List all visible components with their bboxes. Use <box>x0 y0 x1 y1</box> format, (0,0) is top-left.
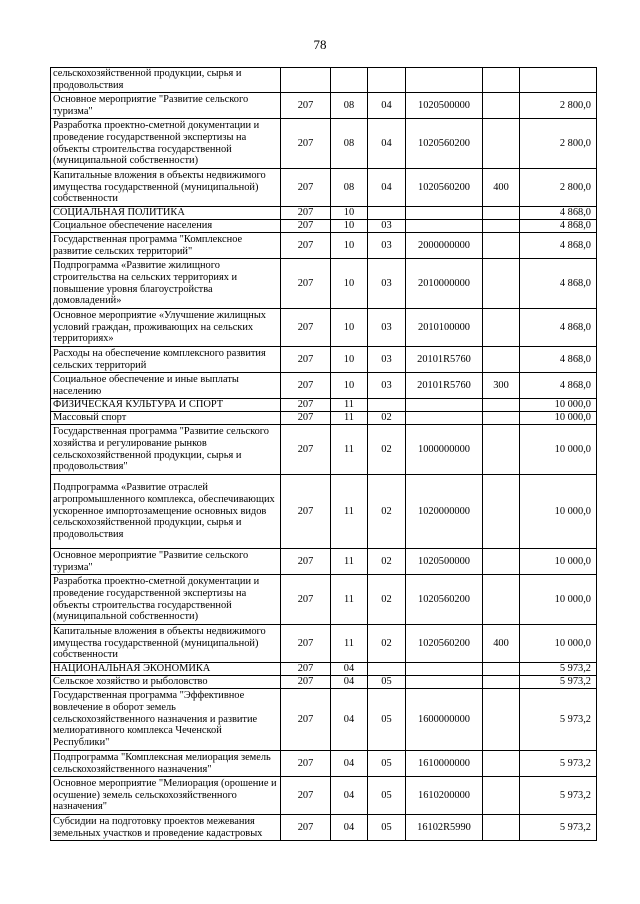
row-name: Государственная программа "Развитие сельского хозяйства и регулирование рынков сельскохозяйственной продукции, сырья и продовольствия" <box>51 425 281 475</box>
row-section <box>331 68 368 93</box>
row-type <box>483 412 520 425</box>
row-type: 400 <box>483 169 520 207</box>
table-row <box>51 663 597 676</box>
row-code: 207 <box>281 347 331 373</box>
row-name: Разработка проектно-сметной документации и проведение государственной экспертизы на объекты строительства государственной (муниципальной собственности) <box>51 119 281 169</box>
row-code: 207 <box>281 93 331 119</box>
row-code: 207 <box>281 625 331 663</box>
row-subsection: 03 <box>368 309 406 347</box>
row-code: 207 <box>281 169 331 207</box>
row-name: Капитальные вложения в объекты недвижимого имущества государственной (муниципальной) собственности <box>51 169 281 207</box>
row-type: 400 <box>483 625 520 663</box>
row-section: 11 <box>331 625 368 663</box>
table-row <box>51 777 597 815</box>
row-name: Подпрограмма «Развитие отраслей агропромышленного комплекса, обеспечивающих ускоренное импортозамещение основных видов сельскохозяйственной продукции, сырья и продовольствия <box>51 475 281 549</box>
budget-table-body <box>51 68 597 841</box>
row-type <box>483 347 520 373</box>
row-code: 207 <box>281 309 331 347</box>
table-row <box>51 207 597 220</box>
row-section: 11 <box>331 425 368 475</box>
row-subsection <box>368 207 406 220</box>
row-target: 1610200000 <box>406 777 483 815</box>
row-section: 04 <box>331 751 368 777</box>
row-section: 10 <box>331 347 368 373</box>
table-row <box>51 119 597 169</box>
row-amount: 5 973,2 <box>520 751 597 777</box>
row-type <box>483 220 520 233</box>
row-name: НАЦИОНАЛЬНАЯ ЭКОНОМИКА <box>51 663 281 676</box>
row-target: 2000000000 <box>406 233 483 259</box>
row-type <box>483 815 520 841</box>
row-type <box>483 259 520 309</box>
row-section: 10 <box>331 309 368 347</box>
row-code: 207 <box>281 412 331 425</box>
row-target: 1020560200 <box>406 119 483 169</box>
row-subsection: 02 <box>368 412 406 425</box>
row-subsection: 03 <box>368 347 406 373</box>
row-type <box>483 309 520 347</box>
row-subsection: 05 <box>368 676 406 689</box>
table-row <box>51 233 597 259</box>
row-type <box>483 689 520 751</box>
table-row <box>51 575 597 625</box>
row-amount: 4 868,0 <box>520 259 597 309</box>
row-amount: 4 868,0 <box>520 373 597 399</box>
row-type <box>483 425 520 475</box>
row-amount: 10 000,0 <box>520 575 597 625</box>
row-name: Подпрограмма «Развитие жилищного строительства на сельских территориях и повышение уровня благоустройства домовладений» <box>51 259 281 309</box>
row-code: 207 <box>281 119 331 169</box>
table-row <box>51 169 597 207</box>
row-type <box>483 575 520 625</box>
row-target: 1000000000 <box>406 425 483 475</box>
row-amount: 4 868,0 <box>520 207 597 220</box>
row-amount: 5 973,2 <box>520 777 597 815</box>
row-target: 20101R5760 <box>406 373 483 399</box>
table-row <box>51 676 597 689</box>
budget-table <box>50 67 597 841</box>
row-type <box>483 207 520 220</box>
row-section: 11 <box>331 475 368 549</box>
row-amount: 4 868,0 <box>520 220 597 233</box>
row-subsection: 02 <box>368 475 406 549</box>
row-type <box>483 93 520 119</box>
row-target: 2010100000 <box>406 309 483 347</box>
row-amount: 10 000,0 <box>520 475 597 549</box>
row-amount: 4 868,0 <box>520 347 597 373</box>
row-name: Массовый спорт <box>51 412 281 425</box>
row-amount: 5 973,2 <box>520 676 597 689</box>
table-row <box>51 689 597 751</box>
row-section: 08 <box>331 169 368 207</box>
row-amount: 5 973,2 <box>520 689 597 751</box>
row-subsection: 03 <box>368 259 406 309</box>
row-type <box>483 549 520 575</box>
row-code: 207 <box>281 777 331 815</box>
table-row <box>51 425 597 475</box>
row-name: Основное мероприятие "Развитие сельского туризма" <box>51 93 281 119</box>
row-subsection: 04 <box>368 119 406 169</box>
row-name: Государственная программа "Эффективное вовлечение в оборот земель сельскохозяйственного назначения и развитие мелиоративного комплекса Чеченской Республики" <box>51 689 281 751</box>
row-section: 11 <box>331 549 368 575</box>
row-code: 207 <box>281 207 331 220</box>
row-target: 1020560200 <box>406 625 483 663</box>
row-code: 207 <box>281 549 331 575</box>
row-amount: 4 868,0 <box>520 309 597 347</box>
row-section: 04 <box>331 689 368 751</box>
row-target: 1020500000 <box>406 549 483 575</box>
row-subsection: 05 <box>368 777 406 815</box>
table-row <box>51 220 597 233</box>
row-section: 04 <box>331 815 368 841</box>
row-subsection: 04 <box>368 169 406 207</box>
row-amount: 10 000,0 <box>520 412 597 425</box>
row-type <box>483 68 520 93</box>
row-subsection: 04 <box>368 93 406 119</box>
row-name: Основное мероприятие "Развитие сельского туризма" <box>51 549 281 575</box>
table-row <box>51 309 597 347</box>
table-row <box>51 412 597 425</box>
row-amount: 2 800,0 <box>520 119 597 169</box>
row-target <box>406 412 483 425</box>
row-code: 207 <box>281 399 331 412</box>
row-code <box>281 68 331 93</box>
row-name: сельскохозяйственной продукции, сырья и продовольствия <box>51 68 281 93</box>
row-amount: 10 000,0 <box>520 399 597 412</box>
row-subsection: 02 <box>368 625 406 663</box>
row-name: Подпрограмма "Комплексная мелиорация земель сельскохозяйственного назначения" <box>51 751 281 777</box>
row-name: Сельское хозяйство и рыболовство <box>51 676 281 689</box>
row-type <box>483 233 520 259</box>
table-row <box>51 399 597 412</box>
row-section: 10 <box>331 373 368 399</box>
row-section: 08 <box>331 93 368 119</box>
row-code: 207 <box>281 689 331 751</box>
table-row <box>51 68 597 93</box>
row-name: Субсидии на подготовку проектов межевания земельных участков и проведение кадастровых <box>51 815 281 841</box>
row-subsection: 05 <box>368 751 406 777</box>
row-name: Основное мероприятие «Улучшение жилищных условий граждан, проживающих на сельских территориях» <box>51 309 281 347</box>
row-section: 11 <box>331 575 368 625</box>
row-target <box>406 663 483 676</box>
row-subsection <box>368 399 406 412</box>
row-subsection: 05 <box>368 689 406 751</box>
row-subsection: 02 <box>368 575 406 625</box>
table-row <box>51 373 597 399</box>
row-name: Расходы на обеспечение комплексного развития сельских территорий <box>51 347 281 373</box>
row-code: 207 <box>281 575 331 625</box>
row-name: Капитальные вложения в объекты недвижимого имущества государственной (муниципальной) собственности <box>51 625 281 663</box>
row-section: 10 <box>331 207 368 220</box>
row-amount: 10 000,0 <box>520 549 597 575</box>
row-type <box>483 119 520 169</box>
row-target <box>406 399 483 412</box>
row-subsection: 02 <box>368 425 406 475</box>
row-target <box>406 68 483 93</box>
row-type <box>483 676 520 689</box>
row-type <box>483 751 520 777</box>
row-amount: 4 868,0 <box>520 233 597 259</box>
row-amount: 5 973,2 <box>520 815 597 841</box>
row-code: 207 <box>281 676 331 689</box>
row-code: 207 <box>281 475 331 549</box>
row-amount <box>520 68 597 93</box>
row-type <box>483 399 520 412</box>
row-section: 11 <box>331 399 368 412</box>
row-code: 207 <box>281 259 331 309</box>
row-section: 04 <box>331 777 368 815</box>
row-subsection <box>368 68 406 93</box>
row-type: 300 <box>483 373 520 399</box>
table-row <box>51 549 597 575</box>
row-name: Основное мероприятие "Мелиорация (орошение и осушение) земель сельскохозяйственного назначения" <box>51 777 281 815</box>
row-name: Социальное обеспечение и иные выплаты населению <box>51 373 281 399</box>
row-amount: 10 000,0 <box>520 425 597 475</box>
row-code: 207 <box>281 233 331 259</box>
row-target: 1020560200 <box>406 575 483 625</box>
page-number: 78 <box>313 37 327 52</box>
row-type <box>483 777 520 815</box>
row-target <box>406 207 483 220</box>
row-code: 207 <box>281 425 331 475</box>
row-target: 2010000000 <box>406 259 483 309</box>
row-name: СОЦИАЛЬНАЯ ПОЛИТИКА <box>51 207 281 220</box>
row-target: 1020500000 <box>406 93 483 119</box>
row-subsection: 05 <box>368 815 406 841</box>
row-code: 207 <box>281 663 331 676</box>
row-code: 207 <box>281 815 331 841</box>
row-amount: 2 800,0 <box>520 169 597 207</box>
row-section: 11 <box>331 412 368 425</box>
row-name: Разработка проектно-сметной документации и проведение государственной экспертизы на объекты строительства государственной (муниципальной собственности) <box>51 575 281 625</box>
row-target: 1020000000 <box>406 475 483 549</box>
row-target: 1610000000 <box>406 751 483 777</box>
row-section: 08 <box>331 119 368 169</box>
row-section: 04 <box>331 676 368 689</box>
row-amount: 10 000,0 <box>520 625 597 663</box>
row-section: 10 <box>331 259 368 309</box>
row-target <box>406 220 483 233</box>
row-subsection: 03 <box>368 233 406 259</box>
table-row <box>51 347 597 373</box>
row-type <box>483 475 520 549</box>
row-name: Социальное обеспечение населения <box>51 220 281 233</box>
row-subsection: 02 <box>368 549 406 575</box>
row-section: 10 <box>331 220 368 233</box>
row-code: 207 <box>281 751 331 777</box>
table-row <box>51 259 597 309</box>
row-subsection: 03 <box>368 220 406 233</box>
row-name: Государственная программа "Комплексное развитие сельских территорий" <box>51 233 281 259</box>
row-section: 04 <box>331 663 368 676</box>
table-row <box>51 93 597 119</box>
table-row <box>51 815 597 841</box>
row-target: 1600000000 <box>406 689 483 751</box>
table-row <box>51 625 597 663</box>
row-target: 20101R5760 <box>406 347 483 373</box>
row-target: 1020560200 <box>406 169 483 207</box>
row-section: 10 <box>331 233 368 259</box>
row-amount: 5 973,2 <box>520 663 597 676</box>
table-row <box>51 751 597 777</box>
row-subsection <box>368 663 406 676</box>
row-amount: 2 800,0 <box>520 93 597 119</box>
row-name: ФИЗИЧЕСКАЯ КУЛЬТУРА И СПОРТ <box>51 399 281 412</box>
table-row <box>51 475 597 549</box>
row-target: 16102R5990 <box>406 815 483 841</box>
row-code: 207 <box>281 220 331 233</box>
row-subsection: 03 <box>368 373 406 399</box>
row-code: 207 <box>281 373 331 399</box>
row-type <box>483 663 520 676</box>
row-target <box>406 676 483 689</box>
